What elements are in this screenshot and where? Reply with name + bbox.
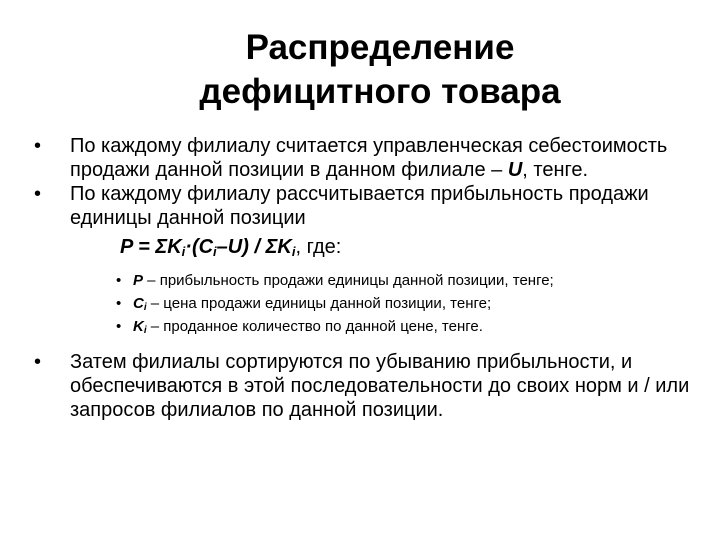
bullet-marker: •: [34, 183, 42, 205]
sub-bullet-var: C: [133, 295, 144, 312]
sub-bullet-item: [116, 315, 700, 338]
bullet-3-text: Затем филиалы сортируются по убыванию прибыльности, и обеспечиваются в этой последовательности до своих норм и / или запросов филиалов по данной позиции.: [70, 351, 690, 421]
sub-bullet-var: P: [133, 272, 144, 289]
formula-sub-1: i: [181, 244, 186, 259]
formula-dot: ·(C: [185, 236, 214, 258]
formula: [28, 234, 700, 261]
bullet-list: [28, 134, 700, 422]
bullet-item-1: [28, 134, 700, 182]
formula-sum1: ΣK: [155, 236, 182, 258]
sub-bullet-text: – проданное количество по данной цене, тенге.: [146, 318, 483, 335]
sub-bullet-marker: •: [116, 318, 122, 335]
sub-bullet-text: – прибыльность продажи единицы данной позиции, тенге;: [143, 272, 554, 289]
sub-bullet-list: [28, 269, 700, 338]
title-line-1: Распределение: [245, 28, 515, 67]
sub-bullet-sub: i: [143, 325, 147, 336]
bullet-1-text: По каждому филиалу считается управленческая себестоимость продажи данной позиции в данном филиале –: [70, 135, 668, 181]
sub-bullet-marker: •: [116, 295, 122, 312]
bullet-item-3: [28, 350, 700, 422]
sub-bullet-item: [116, 292, 700, 315]
slide-title: [100, 26, 660, 114]
bullet-marker: •: [34, 351, 42, 373]
sub-bullet-item: [116, 269, 700, 292]
formula-tail: , где:: [295, 236, 342, 258]
bullet-marker: •: [34, 135, 42, 157]
formula-minus-u: –U) / ΣK: [216, 236, 292, 258]
bullet-1-tail: , тенге.: [522, 159, 589, 181]
bullet-1-var: U: [507, 159, 523, 181]
sub-bullet-sub: i: [143, 302, 147, 313]
formula-lhs: P: [120, 236, 133, 258]
title-line-2: дефицитного товара: [199, 72, 561, 111]
sub-bullet-var: K: [133, 318, 144, 335]
formula-eq: =: [132, 236, 156, 258]
bullet-2-text: По каждому филиалу рассчитывается прибыльность продажи единицы данной позиции: [70, 183, 649, 229]
formula-sub-3: i: [291, 244, 296, 259]
formula-sub-2: i: [213, 244, 217, 259]
sub-bullet-marker: •: [116, 272, 122, 289]
bullet-item-2: [28, 182, 700, 230]
sub-bullet-text: – цена продажи единицы данной позиции, тенге;: [146, 295, 492, 312]
